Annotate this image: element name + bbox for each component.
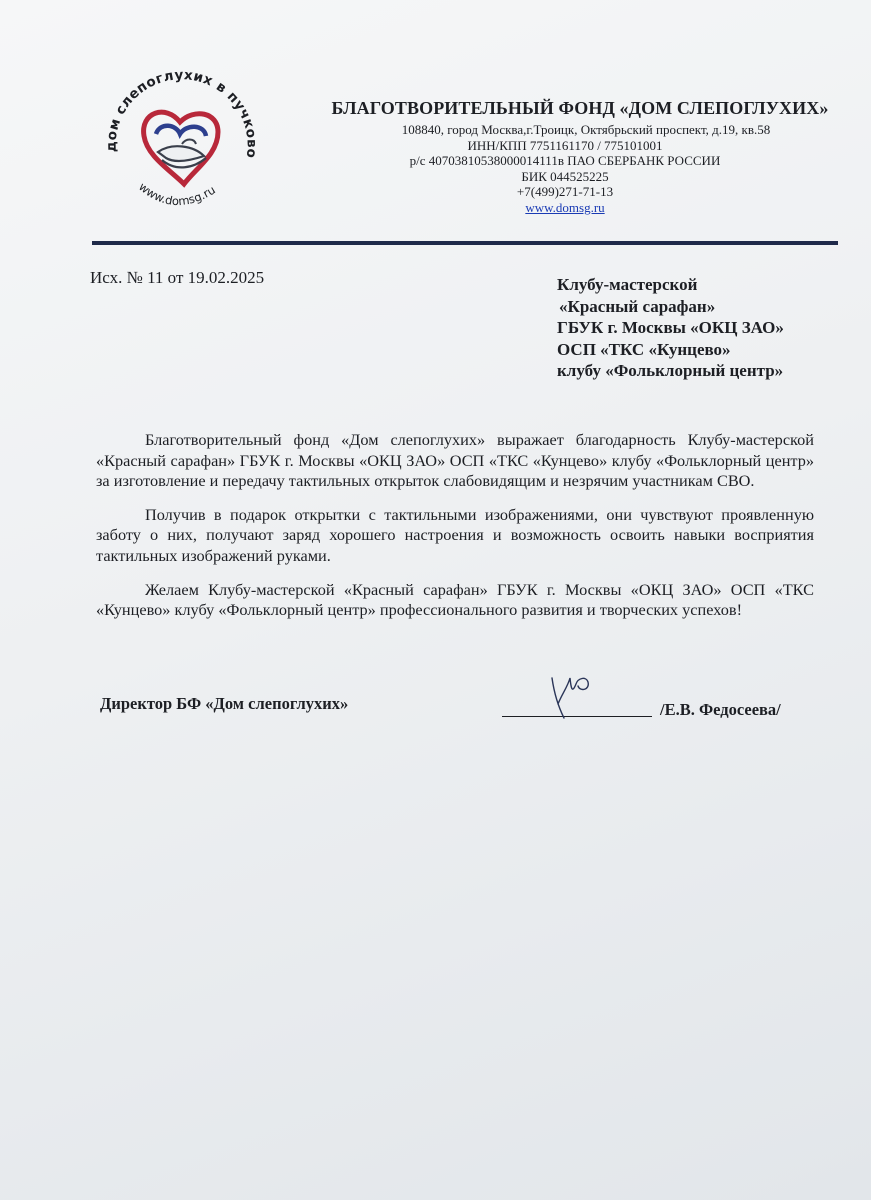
recipient-line: «Красный сарафан» [559, 296, 716, 316]
recipient-line: ОСП «ТКС «Кунцево» [557, 339, 731, 359]
handwritten-signature [538, 664, 608, 720]
foundation-inn-kpp: ИНН/КПП 7751161170 / 775101001 [467, 137, 663, 153]
recipient-line: клубу «Фольклорный центр» [557, 361, 784, 380]
recipient-block [557, 274, 857, 382]
body-paragraph: Благотворительный фонд «Дом слепоглухих» выражает благодарность Клубу-мастерской «Красный сарафан» ГБУК г. Москвы «ОКЦ ЗАО» ОСП «ТКС «Кунцево» клубу «Фольклорный центр» за изготовление и передачу тактильных открыток слабовидящим и незрячим участникам СВО. [96, 430, 814, 491]
heart-hands-icon [144, 112, 218, 184]
signatory-title: Директор БФ «Дом слепоглухих» [100, 694, 349, 713]
letterhead [290, 98, 830, 215]
recipient-line: ГБУК г. Москвы «ОКЦ ЗАО» [557, 318, 784, 337]
letter-body [96, 430, 814, 634]
foundation-website-link[interactable]: www.domsg.ru [525, 199, 605, 215]
svg-text:www.domsg.ru [136, 180, 218, 209]
foundation-address: 108840, город Москва,г.Троицк, Октябрьский проспект, д.19, кв.58 [401, 122, 771, 137]
foundation-bik: БИК 044525225 [521, 168, 609, 184]
logo-arc-text: дом слепоглухих в пучково [103, 67, 260, 160]
recipient-line: Клубу-мастерской [557, 275, 698, 294]
header-divider [92, 241, 838, 245]
foundation-logo [96, 60, 266, 230]
foundation-phone: +7(499)271-71-13 [516, 184, 614, 199]
foundation-name: БЛАГОТВОРИТЕЛЬНЫЙ ФОНД «ДОМ СЛЕПОГЛУХИХ» [331, 98, 829, 118]
signatory-name: /Е.В. Федосеева/ [660, 700, 781, 719]
logo-url-text: www.domsg.ru [136, 179, 218, 209]
body-paragraph: Желаем Клубу-мастерской «Красный сарафан» ГБУК г. Москвы «ОКЦ ЗАО» ОСП «ТКС «Кунцево» клубу «Фольклорный центр» профессионального развития и творческих успехов! [96, 579, 814, 620]
foundation-bank-account: р/с 40703810538000014111в ПАО СБЕРБАНК РОССИИ [409, 153, 721, 168]
body-paragraph: Получив в подарок открытки с тактильными изображениями, они чувствуют проявленную заботу о них, получают заряд хорошего настроения и возможность освоить навыки восприятия тактильных изображений руками. [96, 504, 814, 565]
outgoing-reference: Исх. № 11 от 19.02.2025 [90, 268, 265, 287]
